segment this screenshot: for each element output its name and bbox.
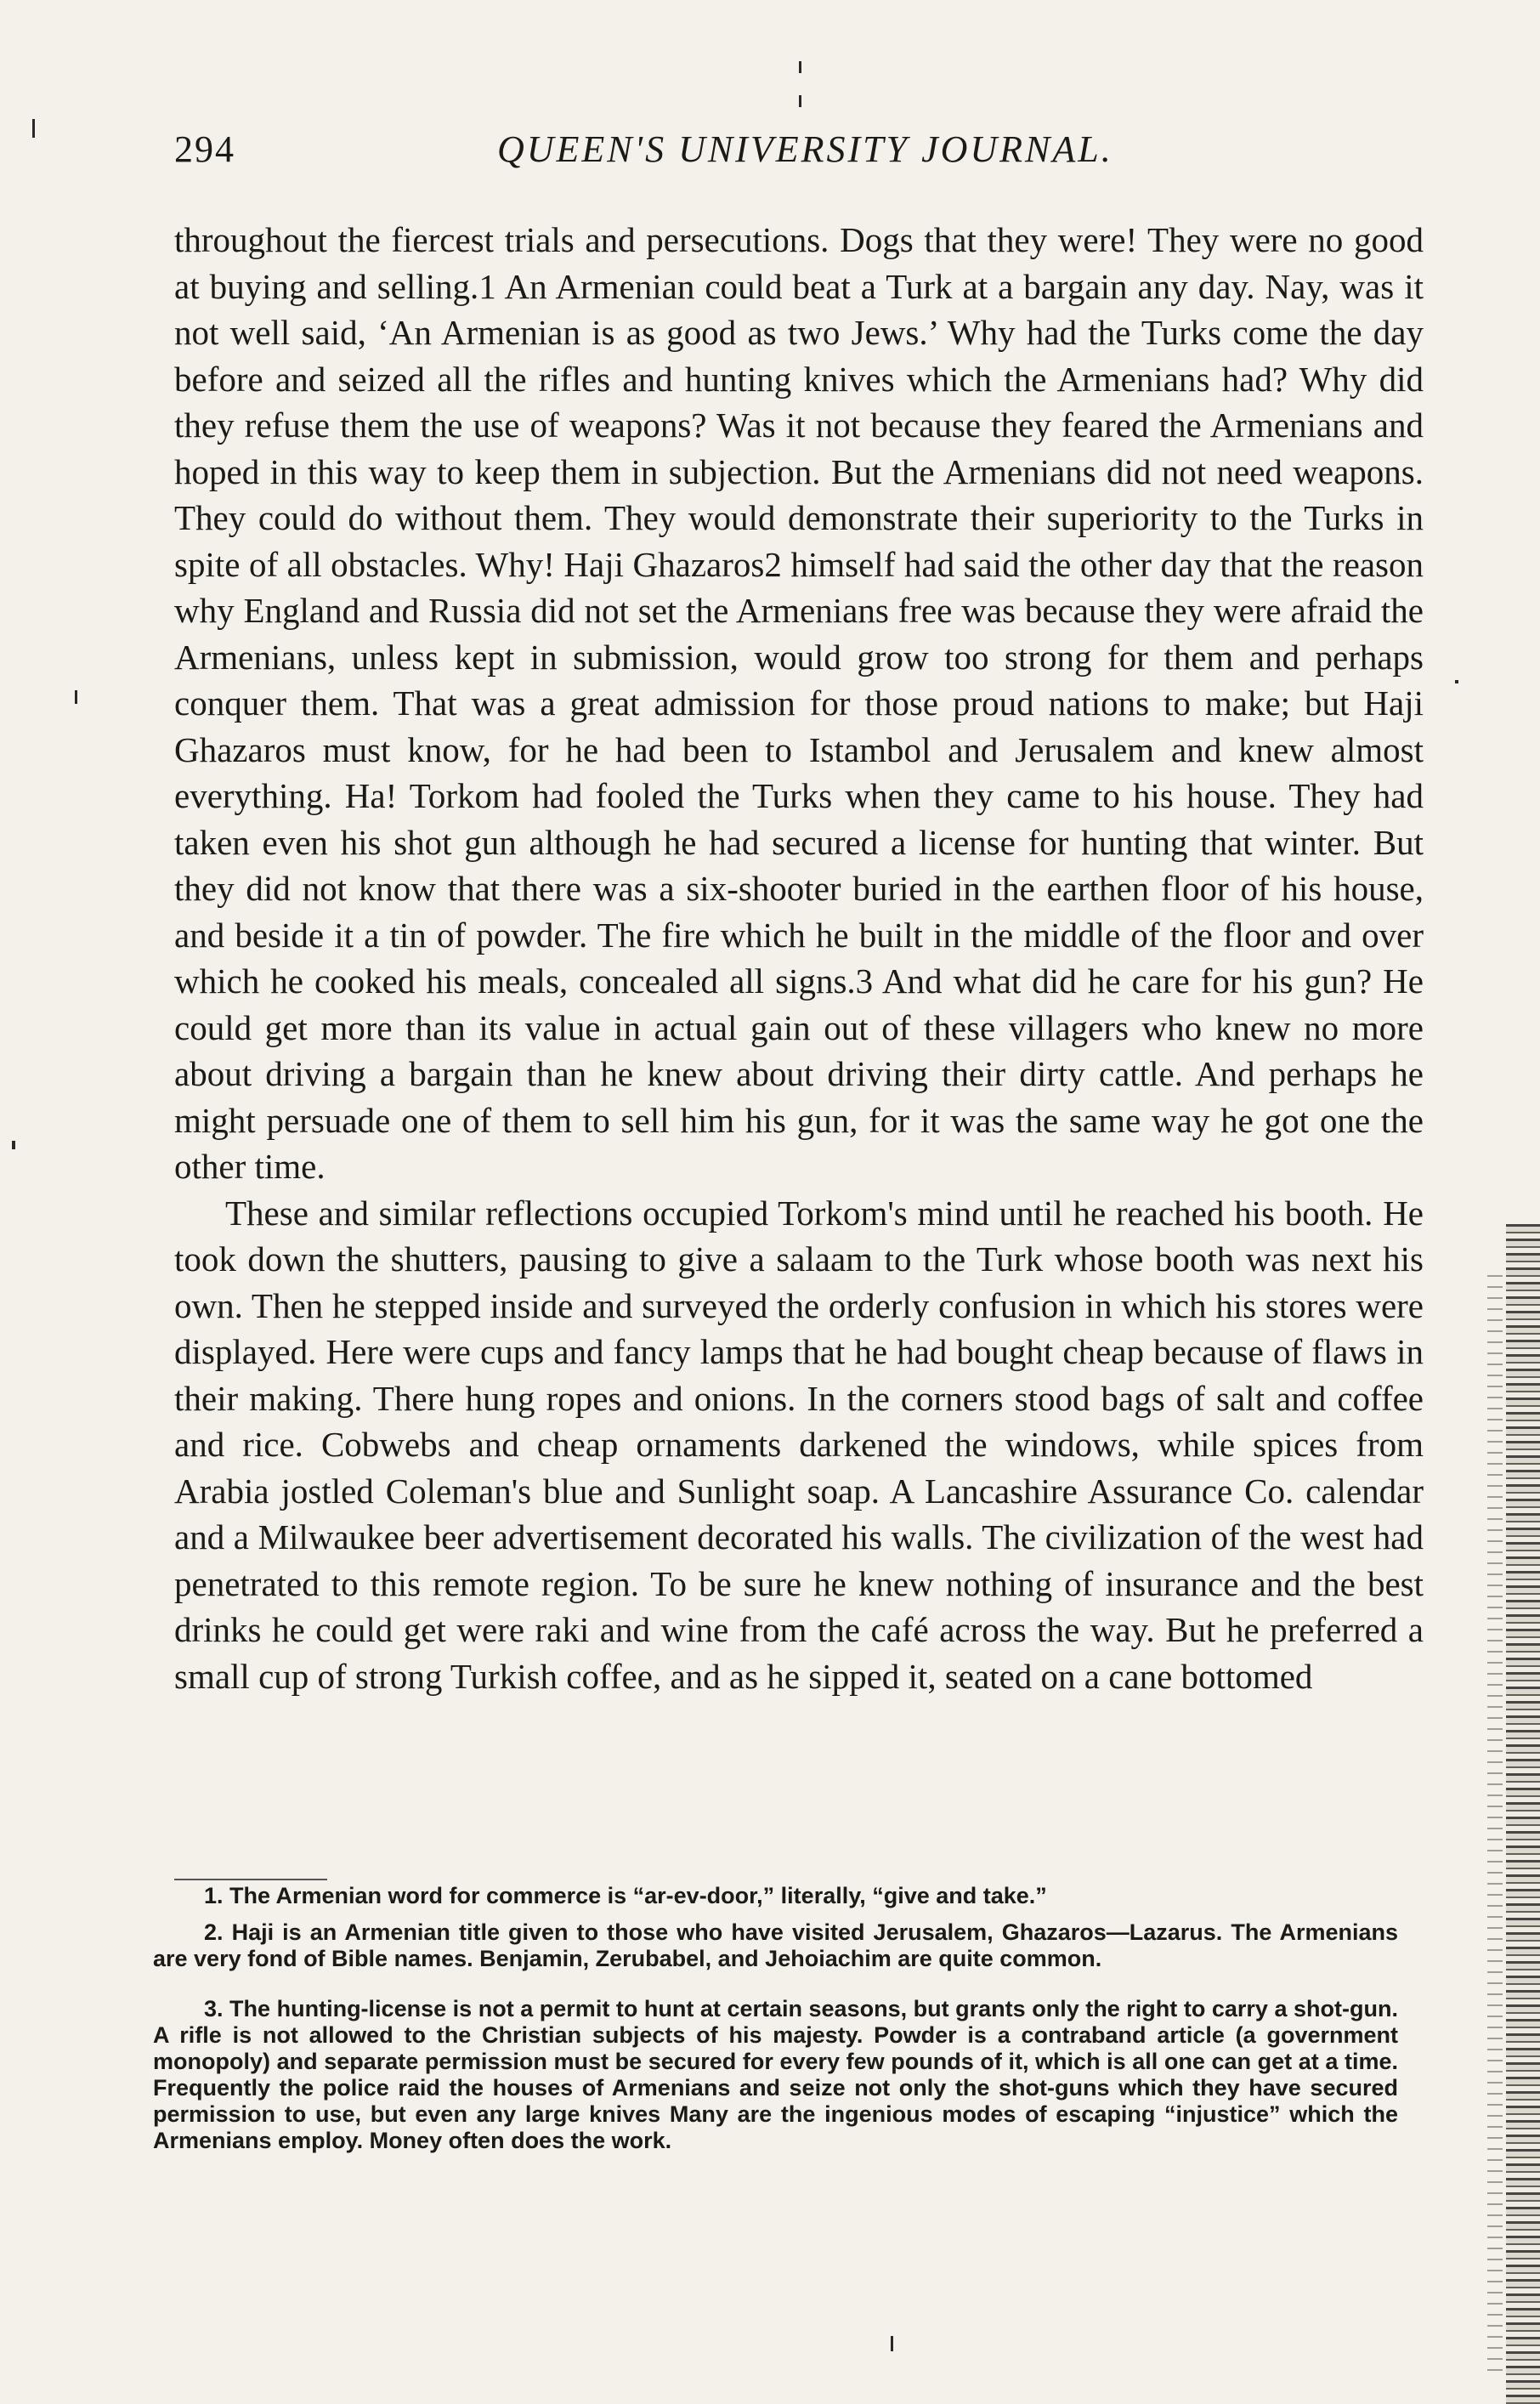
paragraph-2: These and similar reflections occupied Torkom's mind until he reached his booth. He took down the shutters, pausing to give a salaam to the Turk whose booth was next his own. Then he stepped inside and surveyed the orderly confusion in which his stores were displayed. Here were cups and fancy lamps that he had bought cheap because of flaws in their making. There hung ropes and onions. In the corners stood bags of salt and coffee and rice. Cobwebs and cheap ornaments darkened the windows, while spices from Arabia jostled Coleman's blue and Sunlight soap. A Lancashire Assurance Co. calendar and a Milwaukee beer advertisement decorated his walls. The civilization of the west had penetrated to this remote region. To be sure he knew nothing of insurance and the best drinks he could get were raki and wine from the café across the way. But he preferred a small cup of strong Turkish coffee, and as he sipped it, seated on a cane bottomed xyxy=(174,1193,1424,1696)
body-text xyxy=(174,217,1424,1699)
page-header xyxy=(174,128,1432,187)
scan-speck xyxy=(75,690,77,704)
footnote-1: 1. The Armenian word for commerce is “ar-ev-door,” literally, “give and take.” xyxy=(204,1883,1047,1908)
scan-speck xyxy=(32,119,35,138)
paragraph-1: throughout the fiercest trials and persecutions. Dogs that they were! They were no good at buying and selling.1 An Armenian could beat a Turk at a bargain any day. Nay, was it not well said, ‘An Armenian is as good as two Jews.’ Why had the Turks come the day before and seized all the rifles and hunting knives which the Armenians had? Why did they refuse them the use of weapons? Was it not because they feared the Armenians and hoped in this way to keep them in subjection. But the Armenians did not need weapons. They could do without them. They would demonstrate their superiority to the Turks in spite of all obstacles. Why! Haji Ghazaros2 himself had said the other day that the reason why England and Russia did not set the Armenians free was because they were afraid the Armenians, unless kept in submission, would grow too strong for them and perhaps conquer them. That was a great admission for those proud nations to make; but Haji Ghazaros must know, for he had been to Istambol and Jerusalem and knew almost everything. Ha! Torkom had fooled the Turks when they came to his house. They had taken even his shot gun although he had secured a license for hunting that winter. But they did not know that there was a six-shooter buried in the earthen floor of his house, and beside it a tin of powder. The fire which he built in the middle of the floor and over which he cooked his meals, concealed all signs.3 And what did he care for his gun? He could get more than its value in actual gain out of these villagers who knew no more about driving a bargain than he knew about driving their dirty cattle. And perhaps he might persuade one of them to sell him his gun, for it was the same way he got one the other time. xyxy=(174,220,1424,1186)
footnote-3: 3. The hunting-license is not a permit to hunt at certain seasons, but grants only the right to carry a shot-gun. A rifle is not allowed to the Christian subjects of his majesty. Powder is a contraband article (a government monopoly) and separate permission must be secured for every few pounds of it, which is all one can get at a time. Frequently the police raid the houses of Armenians and seize not only the shot-guns which they have secured permission to use, but even any large knives Many are the ingenious modes of escaping “injustice” which the Armenians employ. Money often does the work. xyxy=(153,1996,1398,2153)
page-edge-shadow-inner xyxy=(1487,1275,1503,2380)
footnote-rule xyxy=(174,1879,327,1880)
scan-speck xyxy=(12,1141,15,1149)
scan-speck xyxy=(891,2336,893,2351)
running-title: QUEEN'S UNIVERSITY JOURNAL. xyxy=(497,128,1113,170)
footnotes xyxy=(153,1883,1398,2164)
footnote-2: 2. Haji is an Armenian title given to those who have visited Jerusalem, Ghazaros—Lazarus. The Armenians are very fond of Bible names. Benjamin, Zerubabel, and Jehoiachim are quite common. xyxy=(153,1919,1398,1971)
page-number: 294 xyxy=(174,128,235,170)
scan-speck xyxy=(799,61,801,73)
scan-speck xyxy=(1455,680,1458,683)
scan-speck xyxy=(799,95,801,107)
page-edge-shadow xyxy=(1506,1224,1540,2404)
